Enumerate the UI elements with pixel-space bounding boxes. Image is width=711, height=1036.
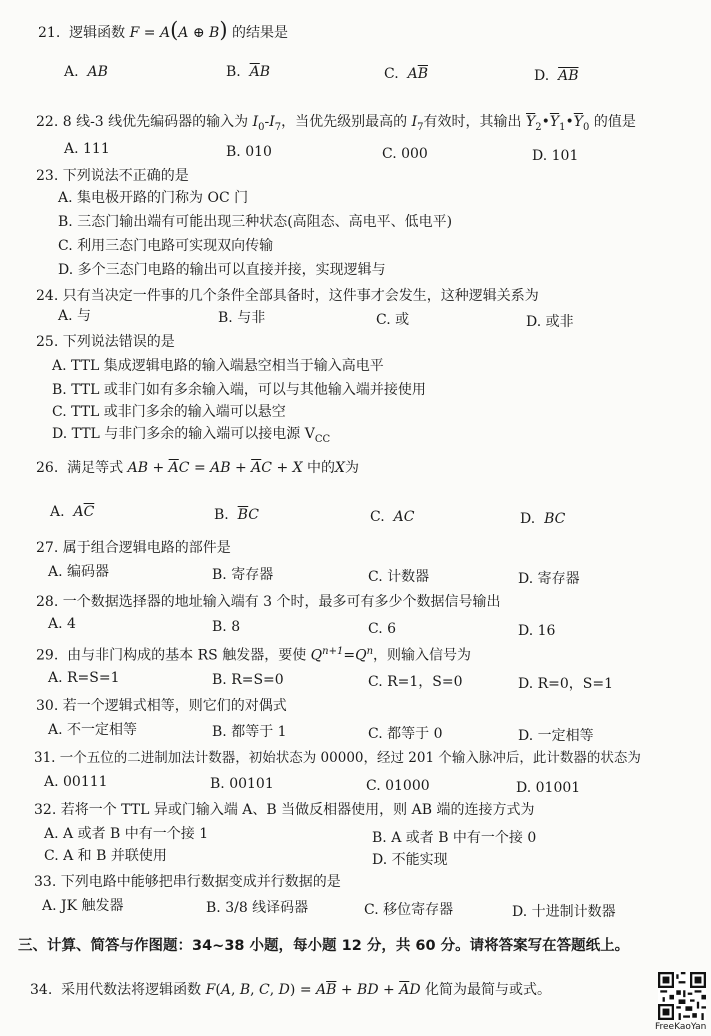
q28-stem: 28. 一个数据选择器的地址输入端有 3 个时，最多可有多少个数据信号输出 [36, 594, 501, 610]
q29-stem: 29. 由与非门构成的基本 RS 触发器，要使 $Q^{n+1}=Q^n$，则输入信号为 [36, 646, 472, 664]
q21-stem: 21. 逻辑函数 F = A(A ⊕ B) 的结果是 [38, 18, 288, 42]
q23-option-b: B. 三态门输出端有可能出现三种状态(高阻态、高电平、低电平) [58, 214, 453, 230]
q33-option-a: A. JK 触发器 [42, 898, 124, 914]
q30-option-b: B. 都等于 1 [212, 724, 287, 740]
q24-stem: 24. 只有当决定一件事的几个条件全部具备时，这件事才会发生，这种逻辑关系为 [36, 288, 539, 304]
q32-option-a: A. A 或者 B 中有一个接 1 [44, 826, 209, 842]
q21-formula: F = A(A ⊕ B) [129, 18, 228, 42]
q22-option-a: A. 111 [64, 141, 110, 157]
q30-stem: 30. 若一个逻辑式相等，则它们的对偶式 [36, 698, 287, 714]
q27-option-d: D. 寄存器 [518, 571, 580, 587]
q27-option-a: A. 编码器 [48, 564, 110, 580]
q24-option-d: D. 或非 [526, 314, 574, 330]
q31-stem: 31. 一个五位的二进制加法计数器，初始状态为 00000，经过 201 个输入脉冲后，此计数器的状态为 [34, 750, 641, 766]
q31-option-b: B. 00101 [210, 776, 274, 792]
q23-option-d: D. 多个三态门电路的输出可以直接并接，实现逻辑与 [58, 262, 386, 278]
q22-option-c: C. 000 [382, 146, 428, 162]
q22-option-d: D. 101 [532, 148, 579, 164]
q24-option-c: C. 或 [376, 312, 410, 328]
q28-option-a: A. 4 [48, 616, 76, 632]
q34-stem: 34. 采用代数法将逻辑函数 F(A, B, C, $D) = A\overline{B}$ + BD + $\overline{A}D$ 化简为最简与或式。 [30, 982, 552, 998]
q31-option-d: D. 01001 [516, 780, 581, 796]
q25-option-c: C. TTL 或非门多余的输入端可以悬空 [52, 404, 286, 420]
q33-option-b: B. 3/8 线译码器 [206, 900, 309, 916]
section-title: 三、计算、简答与作图题：34~38 小题，每小题 12 分，共 60 分。请将答案写在答题纸上。 [18, 938, 630, 954]
q30-option-a: A. 不一定相等 [48, 722, 138, 738]
qr-code-icon [658, 972, 706, 1020]
q26-option-d: D. BC [520, 511, 566, 527]
q32-stem: 32. 若将一个 TTL 异或门输入端 A、B 当做反相器使用，则 AB 端的连接方式为 [34, 802, 535, 818]
q27-option-b: B. 寄存器 [212, 567, 274, 583]
q23-option-a: A. 集电极开路的门称为 OC 门 [58, 190, 249, 206]
q27-option-c: C. 计数器 [368, 569, 430, 585]
q32-option-d: D. 不能实现 [372, 852, 448, 868]
q22-option-b: B. 010 [226, 144, 272, 160]
q25-option-a: A. TTL 集成逻辑电路的输入端悬空相当于输入高电平 [52, 358, 384, 374]
q30-option-c: C. 都等于 0 [368, 726, 443, 742]
q29-option-a: A. R=S=1 [48, 670, 120, 686]
q25-stem: 25. 下列说法错误的是 [36, 334, 175, 350]
q33-stem: 33. 下列电路中能够把串行数据变成并行数据的是 [34, 874, 341, 890]
q25-option-d: D. TTL 与非门多余的输入端可以接电源 $V_{CC}$ [52, 426, 331, 445]
q28-option-d: D. 16 [518, 623, 556, 639]
q22-stem: 22. 8 线-3 线优先编码器的输入为 $I_0-I_7$，当优先级别最高的 $I_7$有效时，其输出 $\overline{Y}_2•\overline{Y}_1•\overline{Y}_0$ 的值是 [36, 114, 636, 133]
q21-option-c: C. $A\overline{B}$ [384, 66, 428, 82]
q33-option-c: C. 移位寄存器 [364, 902, 454, 918]
q29-option-d: D. R=0，S=1 [518, 676, 614, 692]
q31-option-c: C. 01000 [366, 778, 430, 794]
q24-option-a: A. 与 [58, 308, 92, 324]
q31-option-a: A. 00111 [44, 774, 108, 790]
q25-option-b: B. TTL 或非门如有多余输入端，可以与其他输入端并接使用 [52, 382, 426, 398]
q29-option-b: B. R=S=0 [212, 672, 284, 688]
q26-stem: 26. 满足等式 AB + $\overline{A}C$ = AB + $\overline{A}C + X$ 中的X为 [36, 460, 360, 476]
q26-option-b: B. $\overline{B}C$ [214, 507, 259, 523]
q21-option-b: B. $\overline{A}B$ [226, 64, 271, 80]
q23-option-c: C. 利用三态门电路可实现双向传输 [58, 238, 274, 254]
q32-option-b: B. A 或者 B 中有一个接 0 [372, 830, 537, 846]
q23-stem: 23. 下列说法不正确的是 [36, 168, 189, 184]
q26-option-c: C. AC [370, 509, 415, 525]
q26-option-a: A. $A\overline{C}$ [50, 504, 95, 520]
q32-option-c: C. A 和 B 并联使用 [44, 848, 167, 864]
q21-option-d: D. $\overline{AB}$ [534, 68, 579, 84]
q29-option-c: C. R=1，S=0 [368, 674, 463, 690]
q28-option-b: B. 8 [212, 619, 241, 635]
q21-option-a: A. AB [64, 64, 108, 80]
qr-label: FreeKaoYan [655, 1022, 707, 1032]
q28-option-c: C. 6 [368, 621, 397, 637]
q27-stem: 27. 属于组合逻辑电路的部件是 [36, 540, 231, 556]
q24-option-b: B. 与非 [218, 310, 266, 326]
q33-option-d: D. 十进制计数器 [512, 904, 616, 920]
q30-option-d: D. 一定相等 [518, 728, 594, 744]
